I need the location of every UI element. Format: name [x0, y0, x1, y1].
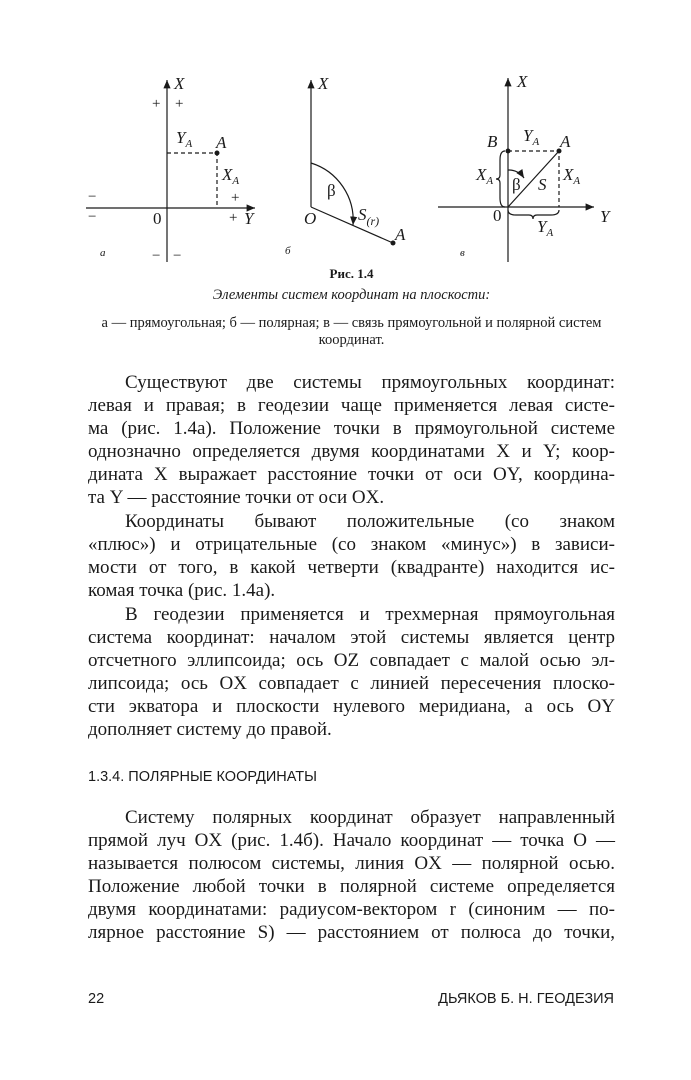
label-beta: β — [327, 181, 336, 200]
label-b: B — [487, 132, 498, 151]
label-ya: $Y_A$ — [537, 217, 554, 239]
text-line: комая точка (рис. 1.4а). — [88, 580, 276, 601]
label-a: A — [560, 132, 571, 151]
figure-subtitle: Элементы систем координат на плоскости: — [212, 287, 491, 303]
section-heading: 1.3.4. ПОЛЯРНЫЕ КООРДИНАТЫ — [88, 769, 317, 785]
label-xa: $X_A$ — [222, 165, 240, 187]
sign: − — [173, 248, 182, 264]
label-beta: β — [512, 175, 521, 194]
label-xa: $X_A$ — [476, 165, 494, 187]
sign: + — [152, 96, 161, 112]
label-x: X — [174, 74, 185, 93]
text-line: лярное расстояние S) — расстоянием от полюса до точки, — [88, 922, 615, 943]
label-a: A — [216, 133, 227, 152]
figure-1-4 — [0, 0, 691, 265]
body-text-2 — [88, 806, 615, 944]
label-ya: $Y_A$ — [523, 126, 540, 148]
text-line: дополняет систему до правой. — [88, 719, 332, 740]
text-line: «плюс») и отрицательные (со знаком «минус») в зависи- — [88, 534, 615, 555]
text-line: отсчетного эллипсоида; ось OZ совпадает с малой осью эл- — [88, 650, 615, 671]
text-line: Систему полярных координат образует направленный — [125, 807, 615, 828]
text-line: система координат: началом этой системы является центр — [88, 627, 615, 648]
figure-description: а — прямоугольная; б — полярная; в — связь прямоугольной и полярной систем координат. — [101, 315, 602, 348]
text-line: Координаты бывают положительные (со знаком — [125, 511, 615, 532]
text-line: дината X выражает расстояние точки от оси OY, координа- — [88, 464, 615, 485]
label-zero: 0 — [493, 206, 502, 225]
text-line: прямой луч OX (рис. 1.4б). Начало координат — точка O — — [88, 830, 615, 851]
text-line: Существуют две системы прямоугольных координат: — [125, 372, 615, 393]
text-line: липсоида; ось OX совпадает с линией пересечения плоско- — [88, 673, 615, 694]
label-zero: 0 — [153, 209, 162, 228]
label-s: $S_{(r)}$ — [358, 205, 380, 228]
body-text — [88, 371, 615, 741]
text-line: та Y — расстояние точки от оси OX. — [88, 487, 385, 508]
sign: − — [88, 209, 97, 225]
sign: + — [231, 190, 240, 206]
sign: − — [152, 248, 161, 264]
text-line: В геодезии применяется и трехмерная прямоугольная — [125, 604, 615, 625]
sign: + — [175, 96, 184, 112]
text-line: Положение любой точки в полярной системе определяется — [88, 876, 615, 897]
panel-label: а — [100, 247, 106, 259]
label-x: X — [318, 74, 329, 93]
page-number: 22 — [88, 991, 105, 1007]
text-line: левая и правая; в геодезии чаще применяется левая систе- — [88, 395, 615, 416]
panel-label: б — [285, 245, 291, 257]
label-y: Y — [600, 207, 610, 226]
text-line: сти экватора и плоскости нулевого меридиана, а ось OY — [88, 696, 615, 717]
panel-label: в — [460, 247, 465, 259]
label-a: A — [395, 225, 406, 244]
text-line: ма (рис. 1.4а). Положение точки в прямоугольной системе — [88, 418, 615, 439]
label-s: S — [538, 175, 547, 194]
label-o: O — [304, 209, 317, 228]
text-line: называется полюсом системы, линия OX — полярной осью. — [88, 853, 615, 874]
figure-title: Рис. 1.4 — [329, 266, 374, 281]
text-line: однозначно определяется двумя координатами X и Y; коор- — [88, 441, 615, 462]
label-ya: $Y_A$ — [176, 128, 193, 150]
label-x: X — [517, 72, 528, 91]
label-y: Y — [244, 209, 254, 228]
text-line: мости от того, в какой четверти (квадранте) находится ис- — [88, 557, 615, 578]
text-line: двумя координатами: радиусом-вектором r (синоним — по- — [88, 899, 615, 920]
running-title: ДЬЯКОВ Б. Н. ГЕОДЕЗИЯ — [438, 991, 614, 1007]
label-xa: $X_A$ — [563, 165, 581, 187]
sign: − — [88, 189, 97, 205]
sign: + — [229, 210, 238, 226]
